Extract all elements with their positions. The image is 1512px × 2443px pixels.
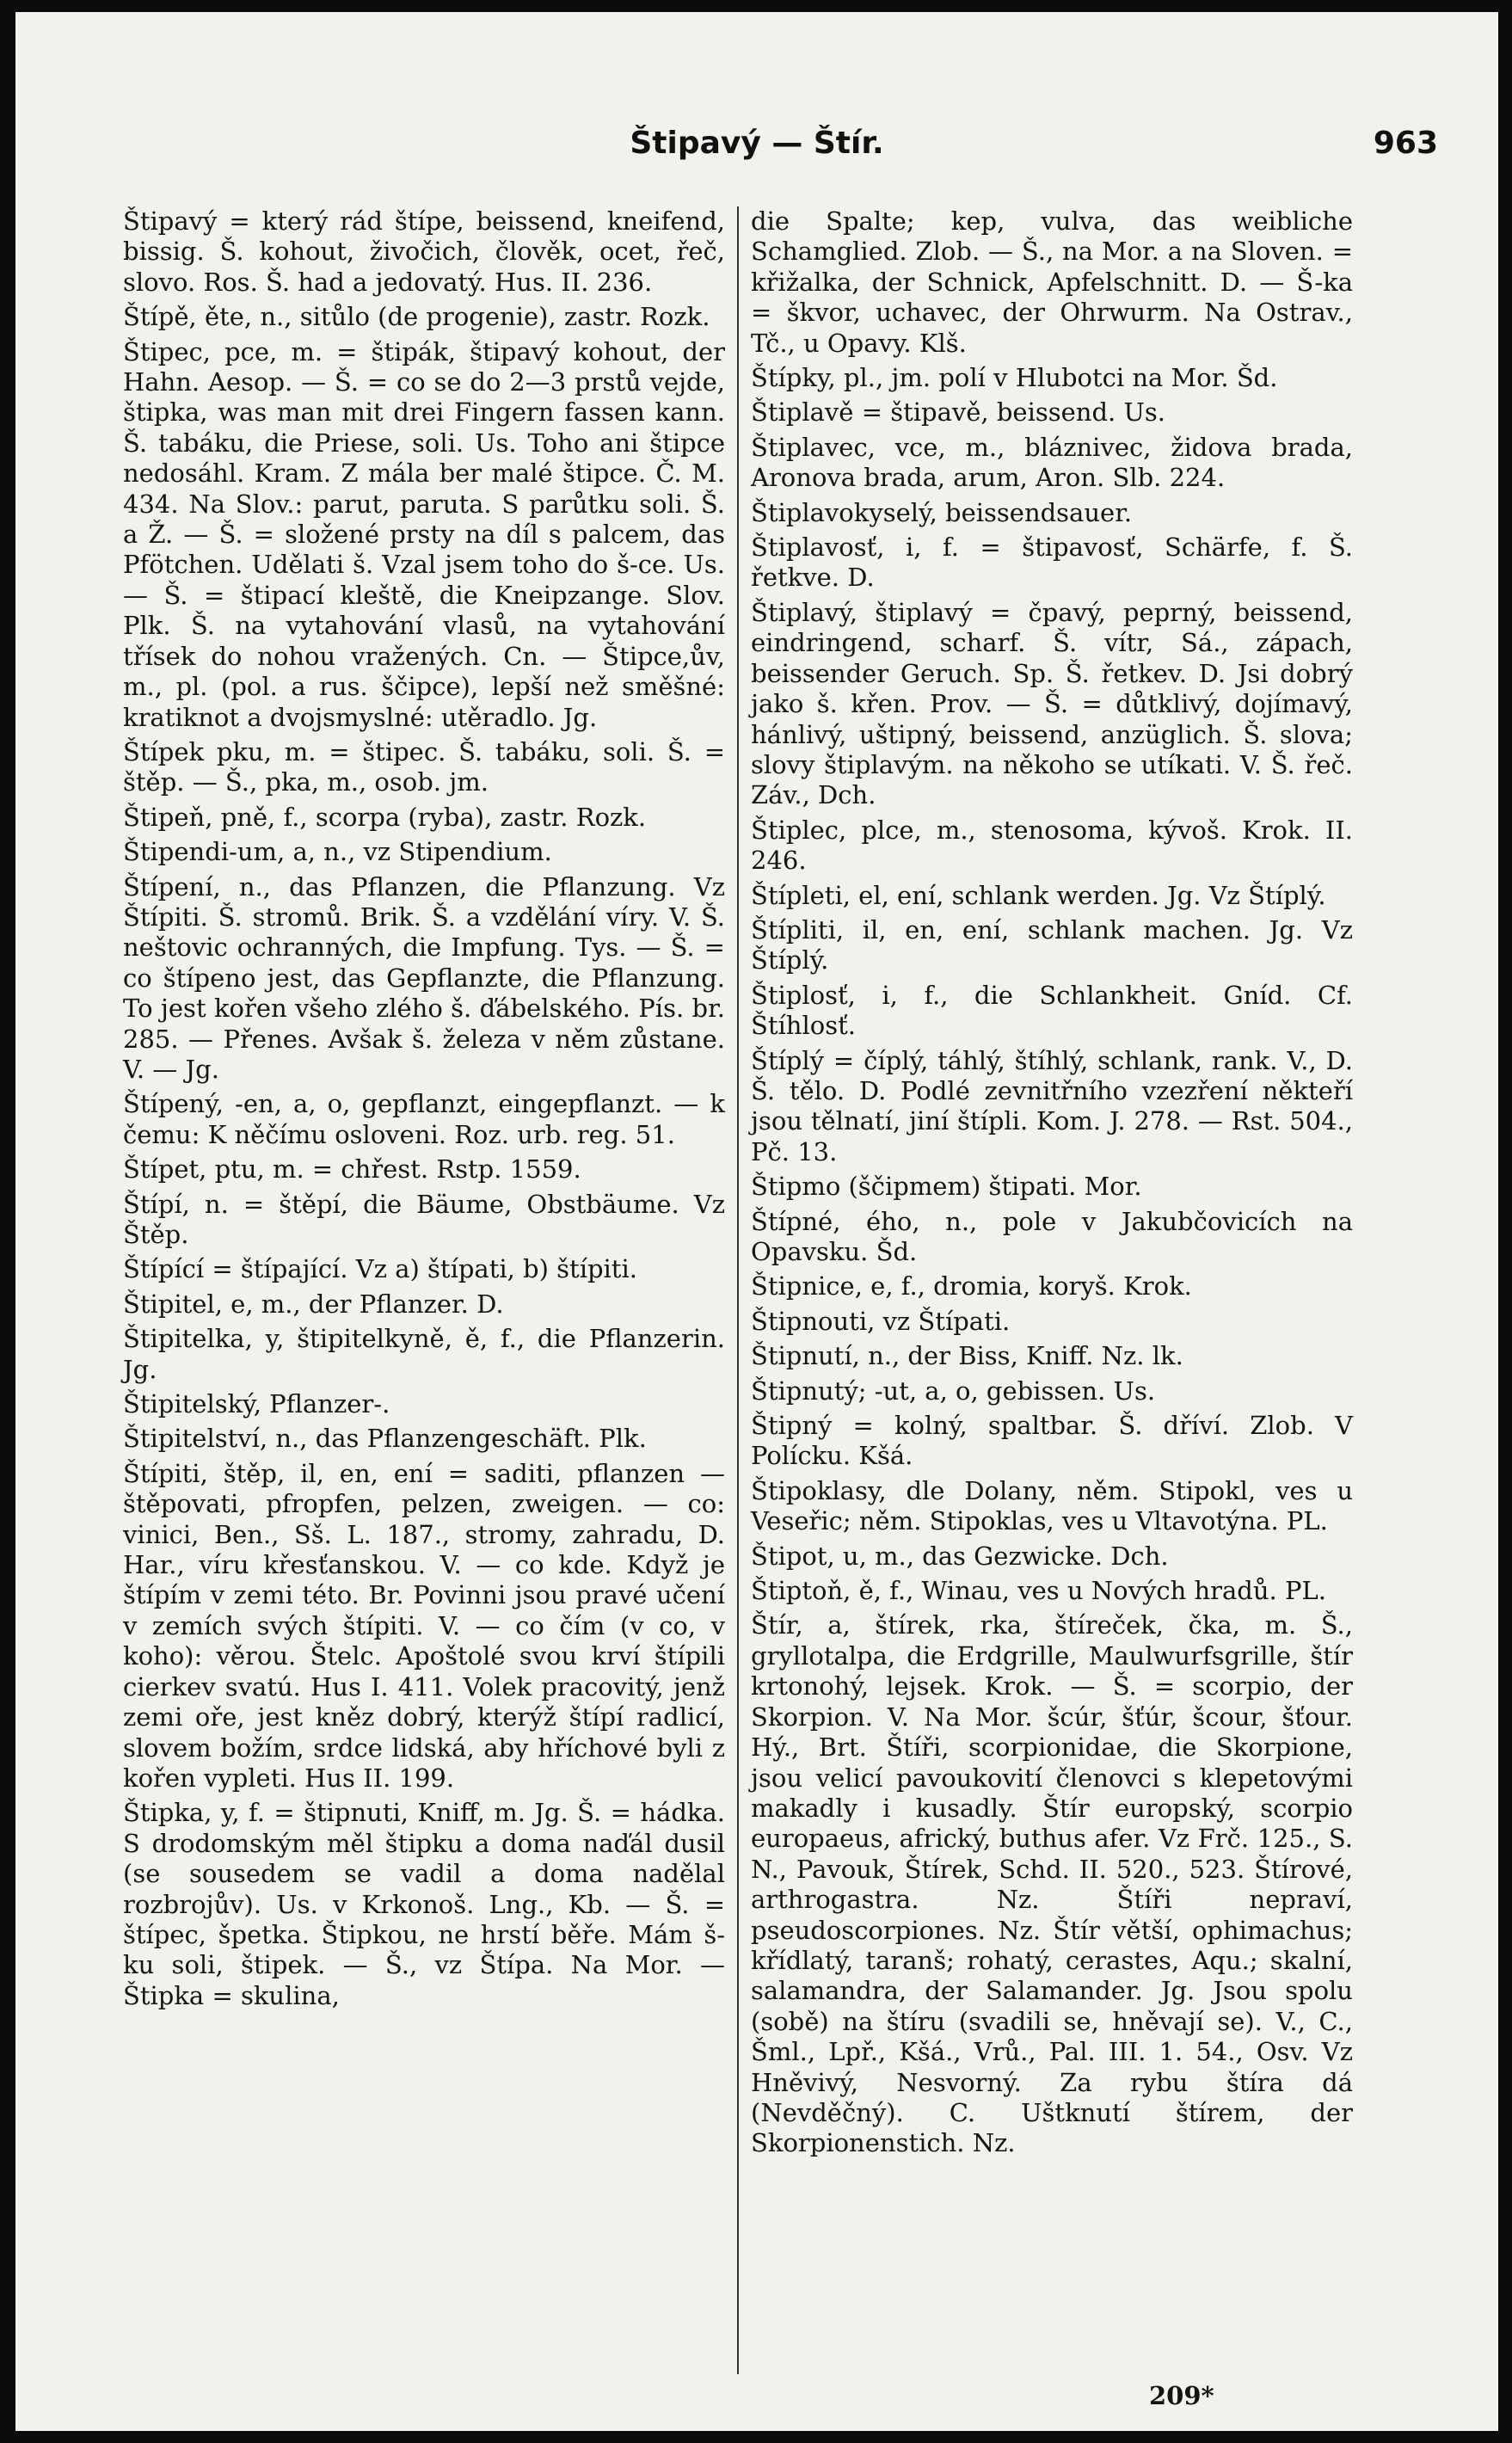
page-header	[15, 126, 1498, 177]
dictionary-entry: Štiplavosť, i, f. = štipavosť, Schärfe, f. Š. řetkve. D.	[751, 532, 1353, 593]
dictionary-entry: Štipeň, pně, f., scorpa (ryba), zastr. Rozk.	[123, 802, 647, 832]
dictionary-entry: Štipnutý; -ut, a, o, gebissen. Us.	[751, 1375, 1156, 1406]
dictionary-entry: Štipmo (ščipmem) štipati. Mor.	[751, 1172, 1142, 1202]
dictionary-entry: Štípleti, el, ení, schlank werden. Jg. Vz Štíplý.	[751, 880, 1326, 910]
dictionary-entry: Štiplavě = štipavě, beissend. Us.	[751, 397, 1165, 428]
dictionary-entry: Štíplý = číplý, táhlý, štíhlý, schlank, rank. V., D. Š. tělo. D. Podlé zevnitřního vzezření někteří jsou tělnatí, jiní štípli. Kom. J. 278. — Rst. 504., Pč. 13.	[751, 1045, 1353, 1166]
dictionary-entry: Štipný = kolný, spaltbar. Š. dříví. Zlob. V Polícku. Kšá.	[751, 1411, 1353, 1471]
dictionary-entry: Štipoklasy, dle Dolany, něm. Stipokl, ves u Veseřic; něm. Stipoklas, ves u Vltavotýna. PL.	[751, 1475, 1353, 1536]
dictionary-entry: Štípiti, štěp, il, en, ení = saditi, pflanzen — štěpovati, pfropfen, pelzen, zweigen. — co: vinici, Ben., Sš. L. 187., stromy, zahradu, D. Har., víru křesťanskou. V. — co kde. Když je štípím v zemi této. Br. Povinni jsou pravé učení v zemích svých štípiti. V. — co čím (v co, v koho): věrou. Štelc. Apoštolé svou krví štípili cierkev svatú. Hus I. 411. Volek pracovitý, jenž zemi oře, jest kněz dobrý, kterýž štípí radlicí, slovem božím, srdce lidská, aby hříchové byli z kořen vypleti. Hus II. 199.	[123, 1458, 725, 1793]
dictionary-entry: Štipnouti, vz Štípati.	[751, 1306, 1011, 1336]
dictionary-entry: Štipavý = který rád štípe, beissend, kneifend, bissig. Š. kohout, živočich, člověk, ocet, řeč, slovo. Ros. Š. had a jedovatý. Hus. II. 236.	[123, 206, 725, 297]
dictionary-entry: Štípě, ěte, n., sitůlo (de progenie), zastr. Rozk.	[123, 302, 710, 332]
dictionary-entry: Štiptoň, ě, f., Winau, ves u Nových hradů. PL.	[751, 1576, 1326, 1606]
dictionary-entry: Štipnutí, n., der Biss, Kniff. Nz. lk.	[751, 1341, 1183, 1371]
dictionary-entry: Štipitelka, y, štipitelkyně, ě, f., die Pflanzerin. Jg.	[123, 1324, 725, 1384]
dictionary-entry: Štipitelství, n., das Pflanzengeschäft. Plk.	[123, 1424, 647, 1454]
dictionary-entry: Štipec, pce, m. = štipák, štipavý kohout, der Hahn. Aesop. — Š. = co se do 2—3 prstů vejde, štipka, was man mit drei Fingern fassen kann. Š. tabáku, die Priese, soli. Us. Toho ani štipce nedosáhl. Kram. Z mála ber malé štipce. Č. M. 434. Na Slov.: parut, paruta. S parůtku soli. Š. a Ž. — Š. = složené prsty na díl s palcem, das Pfötchen. Udělati š. Vzal jsem toho do š-ce. Us. — Š. = štipací kleště, die Kneipzange. Slov. Plk. Š. na vytahování vlasů, na vytahování třísek do nohou vražených. Cn. — Štipce,ův, m., pl. (pol. a rus. ščipce), lepší než směšné: kratiknot a dvojsmyslné: utěradlo. Jg.	[123, 336, 725, 732]
dictionary-entry: Štípení, n., das Pflanzen, die Pflanzung. Vz Štípiti. Š. stromů. Brik. Š. a vzdělání víry. V. Š. neštovic ochranných, die Impfung. Tys. — Š. = co štípeno jest, das Gepflanzte, die Pflanzung. To jest kořen všeho zlého š. ďábelského. Pís. br. 285. — Přenes. Avšak š. železa v něm zůstane. V. — Jg.	[123, 871, 725, 1084]
dictionary-entry: Štipitel, e, m., der Pflanzer. D.	[123, 1289, 504, 1319]
dictionary-entry: Štír, a, štírek, rka, štíreček, čka, m. Š., gryllotalpa, die Erdgrille, Maulwurfsgrille, štír krtonohý, lejsek. Krok. — Š. = scorpio, der Skorpion. V. Na Mor. šcúr, šťúr, šcour, šťour. Hý., Brt. Štíři, scorpionidae, die Skorpione, jsou velicí pavoukovití členovci s klepetovými makadly i kusadly. Štír europský, scorpio europaeus, africký, buthus afer. Vz Frč. 125., S. N., Pavouk, Štírek, Schd. II. 520., 523. Štírové, arthrogastra. Nz. Štíři nepraví, pseudoscorpiones. Nz. Štír větší, ophimachus; křídlatý, taranš; rohatý, cerastes, Aqu.; skalní, salamandra, der Salamander. Jg. Jsou spolu (sobě) na štíru (svadili se, hněvají se). V., C., Šml., Lpř., Kšá., Vrů., Pal. III. 1. 54., Osv. Vz Hněvivý, Nesvorný. Za rybu štíra dá (Nevděčný). C. Uštknutí štírem, der Skorpionenstich. Nz.	[751, 1610, 1353, 2158]
page-number: 963	[1373, 126, 1438, 161]
dictionary-entry: Štípné, ého, n., pole v Jakubčovicích na Opavsku. Šd.	[751, 1206, 1353, 1266]
dictionary-entry: Štipnice, e, f., dromia, koryš. Krok.	[751, 1271, 1192, 1301]
dictionary-entry: Štípliti, il, en, ení, schlank machen. Jg. Vz Štíplý.	[751, 914, 1353, 975]
dictionary-entry: Štiplavý, štiplavý = čpavý, peprný, beissend, eindringend, scharf. Š. vítr, Sá., zápach, beissender Geruch. Sp. Š. řetkev. D. Jsi dobrý jako š. křen. Prov. — Š. = důtklivý, dojímavý, hánlivý, uštipný, beissend, anzüglich. Š. slova; slovy štiplavým. na někoho se utíkati. V. Š. řeč. Záv., Dch.	[751, 597, 1353, 810]
dictionary-entry: Štípek pku, m. = štipec. Š. tabáku, soli. Š. = štěp. — Š., pka, m., osob. jm.	[123, 736, 725, 797]
dictionary-entry: Štiplavokyselý, beissendsauer.	[751, 497, 1133, 527]
dictionary-entry: Štípky, pl., jm. polí v Hlubotci na Mor. Šd.	[751, 363, 1278, 393]
right-column	[751, 206, 1353, 2163]
column-divider	[737, 206, 739, 2374]
dictionary-entry: Štiplosť, i, f., die Schlankheit. Gníd. Cf. Štíhlosť.	[751, 980, 1353, 1041]
dictionary-entry: Štipendi-um, a, n., vz Stipendium.	[123, 837, 552, 867]
dictionary-entry: Štiplavec, vce, m., bláznivec, židova brada, Aronova brada, arum, Aron. Slb. 224.	[751, 432, 1353, 493]
running-head: Štipavý — Štír.	[630, 126, 884, 161]
left-column	[123, 206, 725, 2015]
dictionary-page	[15, 12, 1498, 2431]
dictionary-entry: Štípí, n. = štěpí, die Bäume, Obstbäume. Vz Štěp.	[123, 1189, 725, 1249]
dictionary-entry: Štípící = štípající. Vz a) štípati, b) štípiti.	[123, 1254, 637, 1284]
dictionary-entry: die Spalte; kep, vulva, das weibliche Schamglied. Zlob. — Š., na Mor. a na Sloven. = křižalka, der Schnick, Apfelschnitt. D. — Š-ka = škvor, uchavec, der Ohrwurm. Na Ostrav., Tč., u Opavy. Klš.	[751, 206, 1353, 358]
dictionary-entry: Štipot, u, m., das Gezwicke. Dch.	[751, 1541, 1169, 1571]
dictionary-entry: Štípený, -en, a, o, gepflanzt, eingepflanzt. — k čemu: K něčímu osloveni. Roz. urb. reg. 51.	[123, 1089, 725, 1149]
dictionary-entry: Štipka, y, f. = štipnuti, Kniff, m. Jg. Š. = hádka. S drodomským měl štipku a doma naďál dusil (se sousedem se vadil a doma nadělal rozbrojův). Us. v Krkonoš. Lng., Kb. — Š. = štípec, špetka. Štipkou, ne hrstí běře. Mám š-ku soli, štipek. — Š., vz Štípa. Na Mor. — Štipka = skulina,	[123, 1798, 725, 2010]
sheet-signature: 209*	[1149, 2381, 1214, 2410]
dictionary-entry: Štípet, ptu, m. = chřest. Rstp. 1559.	[123, 1154, 581, 1185]
dictionary-entry: Štipitelský, Pflanzer-.	[123, 1389, 390, 1419]
dictionary-entry: Štiplec, plce, m., stenosoma, kývoš. Krok. II. 246.	[751, 815, 1353, 876]
